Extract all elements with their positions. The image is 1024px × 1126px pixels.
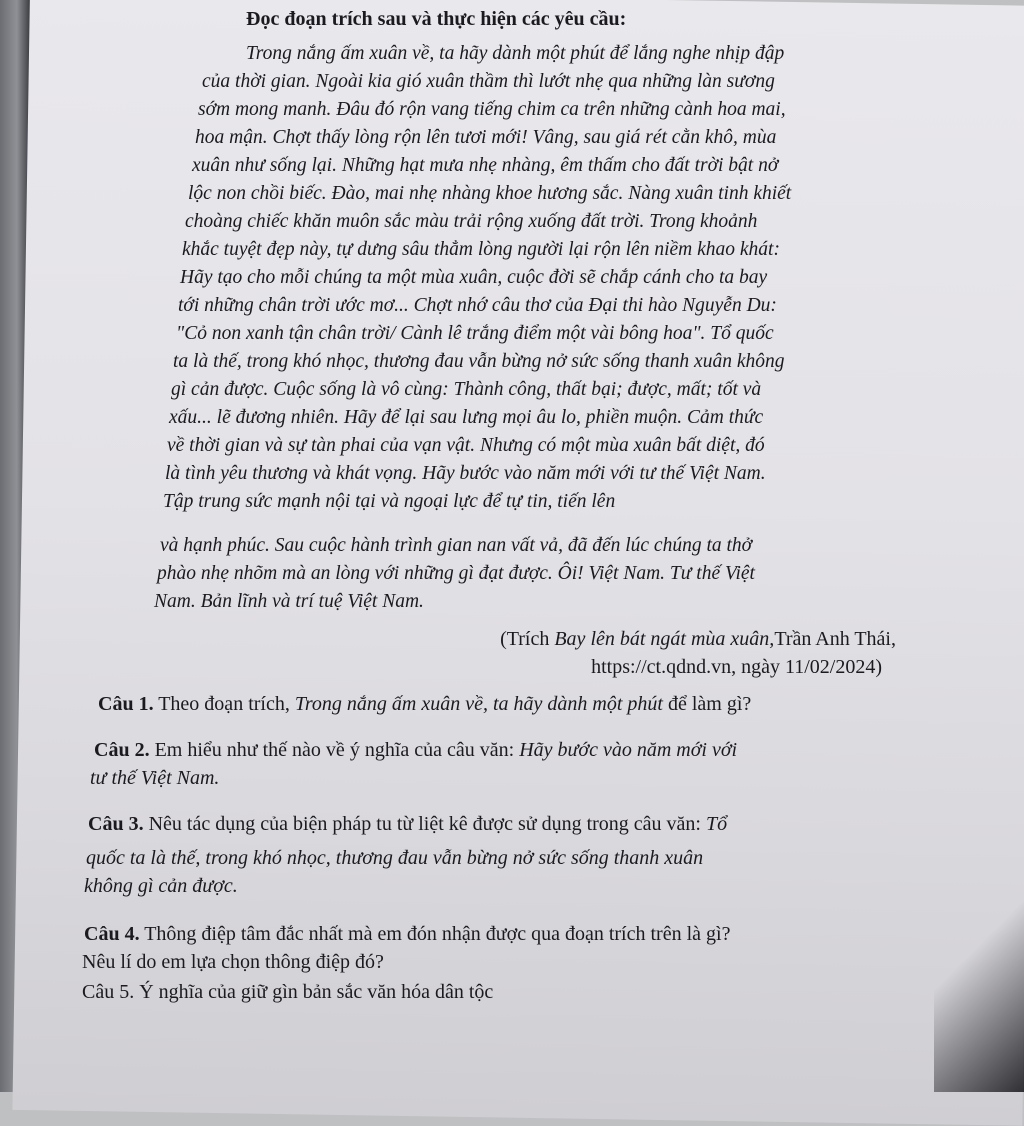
question-quote: tư thế Việt Nam.: [90, 767, 220, 789]
question-label: Câu 2.: [94, 739, 150, 761]
question-text: Theo đoạn trích,: [153, 693, 295, 715]
citation-prefix: (Trích: [500, 628, 555, 650]
passage-line: lộc non chồi biếc. Đào, mai nhẹ nhàng khoe hương sắc. Nàng xuân tinh khiết: [188, 183, 792, 204]
question-4: [84, 924, 730, 944]
passage-line: Nam. Bản lĩnh và trí tuệ Việt Nam.: [154, 591, 424, 612]
question-3-cont: [84, 876, 238, 896]
citation-author: Trần Anh Thái,: [774, 628, 896, 650]
passage-line: về thời gian và sự tàn phai của vạn vật. Nhưng có một mùa xuân bất diệt, đó: [167, 435, 765, 456]
question-3-cont: [86, 848, 703, 868]
citation-source: https://ct.qdnd.vn, ngày 11/02/2024): [591, 656, 882, 678]
passage-line: xấu... lẽ đương nhiên. Hãy để lại sau lưng mọi âu lo, phiền muộn. Cảm thức: [169, 407, 764, 428]
question-2-cont: [90, 768, 219, 788]
citation-title: Bay lên bát ngát mùa xuân,: [554, 628, 775, 650]
question-3: [88, 814, 727, 834]
passage-line: xuân như sống lại. Những hạt mưa nhẹ nhàng, êm thấm cho đất trời bật nở: [192, 155, 779, 176]
passage-line: của thời gian. Ngoài kia gió xuân thầm thì lướt nhẹ qua những làn sương: [202, 71, 775, 92]
question-4-cont: Nêu lí do em lựa chọn thông điệp đó?: [82, 951, 384, 973]
passage-line: khắc tuyệt đẹp này, tự dưng sâu thẳm lòng người lại rộn lên niềm khao khát:: [182, 239, 780, 260]
passage-line: "Cỏ non xanh tận chân trời/ Cành lê trắng điểm một vài bông hoa". Tổ quốc: [176, 323, 774, 344]
instruction-heading: Đọc đoạn trích sau và thực hiện các yêu cầu:: [246, 8, 627, 30]
question-text: Em hiểu như thế nào về ý nghĩa của câu văn:: [149, 739, 520, 761]
question-quote: không gì cản được.: [84, 875, 238, 897]
passage-line: Hãy tạo cho mỗi chúng ta một mùa xuân, cuộc đời sẽ chắp cánh cho ta bay: [180, 267, 768, 288]
question-2: [94, 740, 737, 760]
passage-line: choàng chiếc khăn muôn sắc màu trải rộng xuống đất trời. Trong khoảnh: [185, 211, 758, 232]
question-quote: Tổ: [705, 813, 728, 835]
passage-line: Trong nắng ấm xuân về, ta hãy dành một phút để lắng nghe nhịp đập: [246, 43, 785, 64]
question-text: Nêu tác dụng của biện pháp tu từ liệt kê được sử dụng trong câu văn:: [143, 813, 706, 835]
question-text: Thông điệp tâm đắc nhất mà em đón nhận được qua đoạn trích trên là gì?: [139, 923, 731, 945]
question-label: Câu 3.: [88, 813, 144, 835]
passage-line: là tình yêu thương và khát vọng. Hãy bước vào năm mới với tư thế Việt Nam.: [165, 463, 766, 484]
question-quote: Trong nắng ấm xuân về, ta hãy dành một phút: [294, 693, 663, 715]
citation-line-1: [500, 628, 896, 651]
question-quote: quốc ta là thế, trong khó nhọc, thương đau vẫn bừng nở sức sống thanh xuân: [86, 847, 704, 869]
question-label: Câu 4.: [84, 923, 140, 945]
passage-line: ta là thế, trong khó nhọc, thương đau vẫn bừng nở sức sống thanh xuân không: [173, 351, 785, 372]
question-quote: Hãy bước vào năm mới với: [519, 739, 738, 761]
passage-line: tới những chân trời ước mơ... Chợt nhớ câu thơ của Đại thi hào Nguyễn Du:: [178, 295, 777, 316]
question-text: để làm gì?: [662, 693, 752, 715]
passage-line: gì cản được. Cuộc sống là vô cùng: Thành công, thất bại; được, mất; tốt và: [171, 379, 762, 400]
passage-line: phào nhẹ nhõm mà an lòng với những gì đạt được. Ôi! Việt Nam. Tư thế Việt: [157, 563, 755, 584]
passage-line: và hạnh phúc. Sau cuộc hành trình gian nan vất vả, đã đến lúc chúng ta thở: [160, 535, 753, 556]
question-5: Câu 5. Ý nghĩa của giữ gìn bản sắc văn hóa dân tộc: [82, 981, 494, 1003]
passage-line: Tập trung sức mạnh nội tại và ngoại lực để tự tin, tiến lên: [163, 491, 616, 512]
question-1: [98, 694, 751, 714]
passage-line: hoa mận. Chợt thấy lòng rộn lên tươi mới! Vâng, sau giá rét cằn khô, mùa: [195, 127, 777, 148]
passage-line: sớm mong manh. Đâu đó rộn vang tiếng chim ca trên những cành hoa mai,: [198, 99, 786, 120]
question-label: Câu 1.: [98, 693, 154, 715]
